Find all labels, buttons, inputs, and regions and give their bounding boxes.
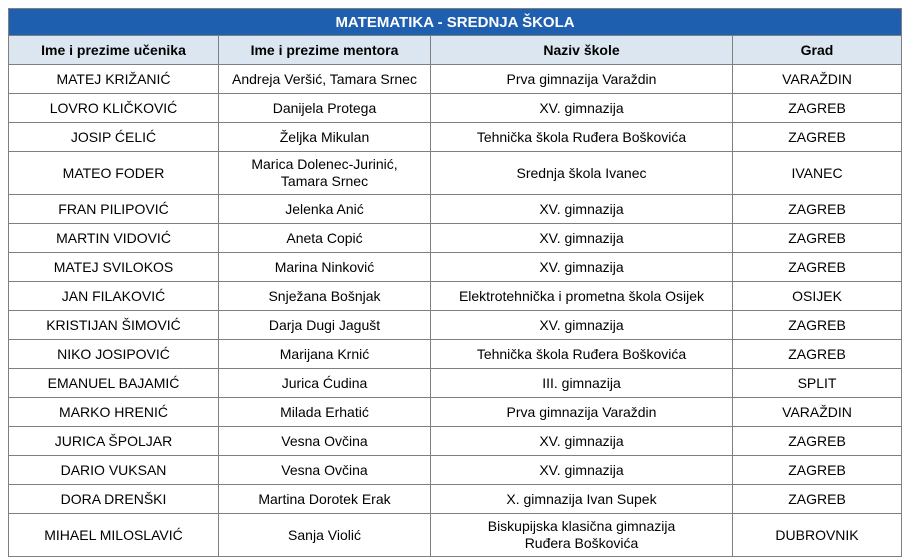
mentor-cell: Danijela Protega [219, 94, 431, 123]
city-cell: ZAGREB [733, 224, 902, 253]
table-body [9, 65, 902, 557]
city-cell: ZAGREB [733, 253, 902, 282]
table-row [9, 311, 902, 340]
table-row [9, 427, 902, 456]
city-cell: ZAGREB [733, 456, 902, 485]
student-cell: MARKO HRENIĆ [9, 398, 219, 427]
city-cell: ZAGREB [733, 340, 902, 369]
student-cell: DARIO VUKSAN [9, 456, 219, 485]
student-cell: MATEJ SVILOKOS [9, 253, 219, 282]
table-row [9, 456, 902, 485]
mentor-cell: Marijana Krnić [219, 340, 431, 369]
results-table [8, 8, 902, 557]
city-cell: ZAGREB [733, 195, 902, 224]
title-row [9, 9, 902, 36]
mentor-cell: Andreja Veršić, Tamara Srnec [219, 65, 431, 94]
table-row [9, 340, 902, 369]
school-cell: XV. gimnazija [431, 311, 733, 340]
student-cell: MIHAEL MILOSLAVIĆ [9, 514, 219, 557]
city-cell: IVANEC [733, 152, 902, 195]
mentor-cell: Jelenka Anić [219, 195, 431, 224]
school-cell: Elektrotehnička i prometna škola Osijek [431, 282, 733, 311]
table-row [9, 123, 902, 152]
mentor-cell: Jurica Ćudina [219, 369, 431, 398]
table-row [9, 152, 902, 195]
mentor-cell: Vesna Ovčina [219, 456, 431, 485]
school-cell: Srednja škola Ivanec [431, 152, 733, 195]
city-cell: OSIJEK [733, 282, 902, 311]
student-cell: JAN FILAKOVIĆ [9, 282, 219, 311]
mentor-cell: Milada Erhatić [219, 398, 431, 427]
city-cell: VARAŽDIN [733, 65, 902, 94]
table-row [9, 195, 902, 224]
mentor-cell: Željka Mikulan [219, 123, 431, 152]
table-row [9, 94, 902, 123]
city-cell: ZAGREB [733, 123, 902, 152]
school-cell: III. gimnazija [431, 369, 733, 398]
student-cell: FRAN PILIPOVIĆ [9, 195, 219, 224]
student-cell: NIKO JOSIPOVIĆ [9, 340, 219, 369]
school-cell: Prva gimnazija Varaždin [431, 65, 733, 94]
table-row [9, 65, 902, 94]
school-cell: Biskupijska klasična gimnazija Ruđera Boškovića [431, 514, 733, 557]
mentor-cell: Vesna Ovčina [219, 427, 431, 456]
student-cell: LOVRO KLIČKOVIĆ [9, 94, 219, 123]
school-cell: XV. gimnazija [431, 195, 733, 224]
student-cell: JOSIP ĆELIĆ [9, 123, 219, 152]
student-cell: MATEO FODER [9, 152, 219, 195]
school-cell: XV. gimnazija [431, 456, 733, 485]
mentor-cell: Marica Dolenec-Jurinić, Tamara Srnec [219, 152, 431, 195]
mentor-cell: Aneta Copić [219, 224, 431, 253]
table-row [9, 282, 902, 311]
city-cell: ZAGREB [733, 311, 902, 340]
table-row [9, 514, 902, 557]
city-cell: VARAŽDIN [733, 398, 902, 427]
school-cell: XV. gimnazija [431, 224, 733, 253]
table-row [9, 369, 902, 398]
student-cell: MATEJ KRIŽANIĆ [9, 65, 219, 94]
table-row [9, 485, 902, 514]
table-row [9, 224, 902, 253]
student-cell: JURICA ŠPOLJAR [9, 427, 219, 456]
school-cell: XV. gimnazija [431, 427, 733, 456]
school-cell: Tehnička škola Ruđera Boškovića [431, 123, 733, 152]
mentor-cell: Snježana Bošnjak [219, 282, 431, 311]
table-row [9, 398, 902, 427]
school-cell: Tehnička škola Ruđera Boškovića [431, 340, 733, 369]
header-row [9, 36, 902, 65]
school-cell: XV. gimnazija [431, 253, 733, 282]
city-cell: ZAGREB [733, 94, 902, 123]
student-cell: EMANUEL BAJAMIĆ [9, 369, 219, 398]
city-cell: ZAGREB [733, 485, 902, 514]
table-row [9, 253, 902, 282]
school-cell: Prva gimnazija Varaždin [431, 398, 733, 427]
school-cell: XV. gimnazija [431, 94, 733, 123]
mentor-cell: Marina Ninković [219, 253, 431, 282]
mentor-cell: Sanja Violić [219, 514, 431, 557]
student-cell: DORA DRENŠKI [9, 485, 219, 514]
student-cell: KRISTIJAN ŠIMOVIĆ [9, 311, 219, 340]
table-title: MATEMATIKA - SREDNJA ŠKOLA [9, 9, 902, 36]
mentor-cell: Darja Dugi Jagušt [219, 311, 431, 340]
city-cell: ZAGREB [733, 427, 902, 456]
column-header-school: Naziv škole [431, 36, 733, 65]
column-header-city: Grad [733, 36, 902, 65]
student-cell: MARTIN VIDOVIĆ [9, 224, 219, 253]
column-header-student: Ime i prezime učenika [9, 36, 219, 65]
column-header-mentor: Ime i prezime mentora [219, 36, 431, 65]
mentor-cell: Martina Dorotek Erak [219, 485, 431, 514]
city-cell: SPLIT [733, 369, 902, 398]
school-cell: X. gimnazija Ivan Supek [431, 485, 733, 514]
city-cell: DUBROVNIK [733, 514, 902, 557]
